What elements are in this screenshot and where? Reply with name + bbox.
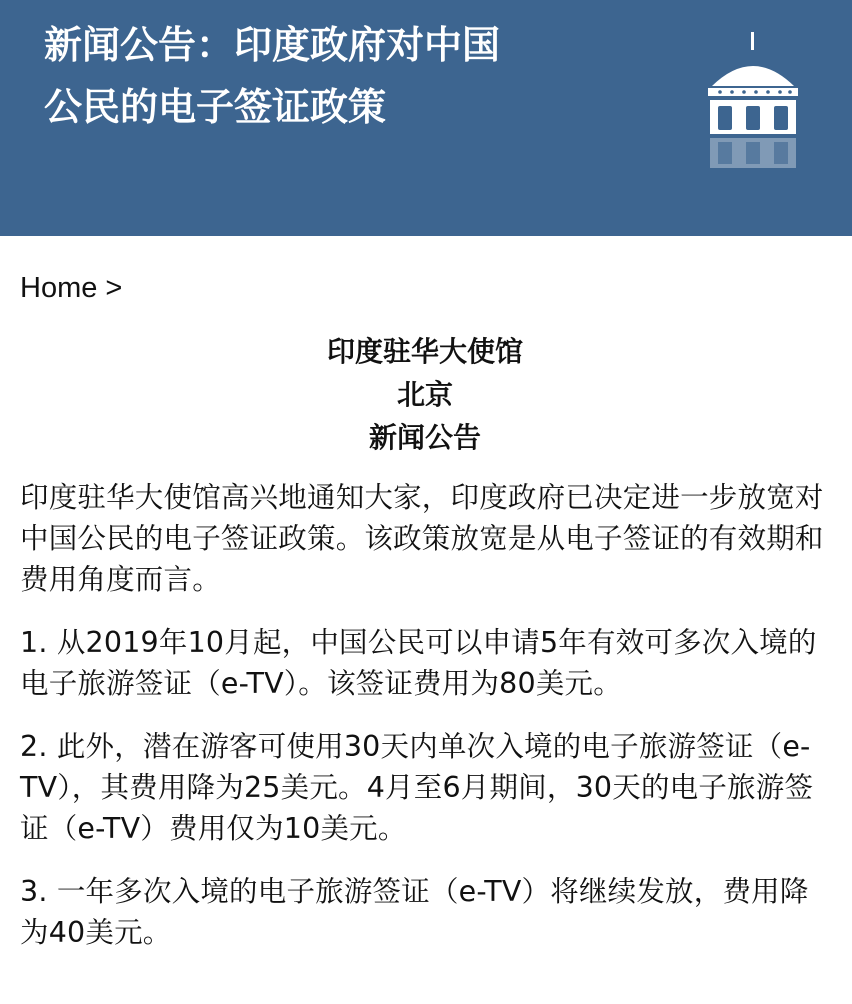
breadcrumb-separator: > [105, 272, 123, 304]
page-header [0, 0, 852, 236]
notice-type: 新闻公告 [368, 421, 481, 454]
notice-heading [20, 330, 830, 459]
embassy-name: 印度驻华大使馆 [326, 335, 523, 368]
policy-item-1: 1. 从2019年10月起，中国公民可以申请5年有效可多次入境的电子旅游签证（e-TV）。该签证费用为80美元。 [20, 626, 817, 700]
breadcrumb [20, 270, 830, 306]
main-content [0, 270, 852, 953]
embassy-dome-icon [702, 32, 804, 172]
intro-paragraph: 印度驻华大使馆高兴地通知大家，印度政府已决定进一步放宽对中国公民的电子签证政策。该政策放宽是从电子签证的有效期和费用角度而言。 [20, 481, 824, 596]
page-title: 新闻公告：印度政府对中国公民的电子签证政策 [44, 23, 501, 129]
policy-item-3: 3. 一年多次入境的电子旅游签证（e-TV）将继续发放，费用降为40美元。 [20, 875, 809, 949]
policy-item-2: 2. 此外，潜在游客可使用30天内单次入境的电子旅游签证（e-TV），其费用降为25美元。4月至6月期间，30天的电子旅游签证（e-TV）费用仅为10美元。 [20, 730, 814, 845]
city-name: 北京 [396, 378, 453, 411]
breadcrumb-home-link[interactable]: Home [20, 272, 98, 304]
